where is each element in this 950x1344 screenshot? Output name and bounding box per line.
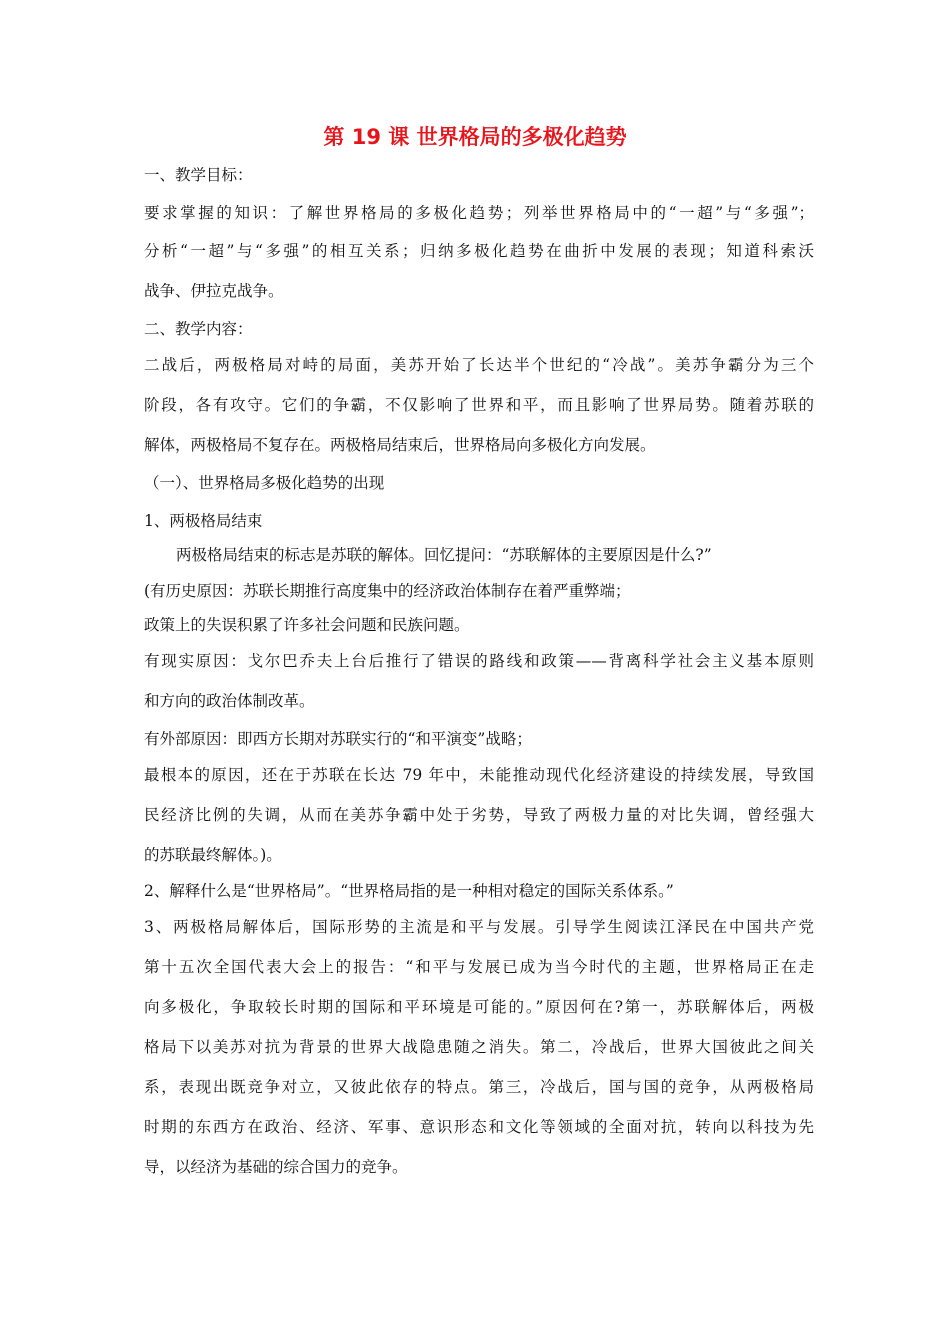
paragraph-line: (有历史原因：苏联长期推行高度集中的经济政治体制存在着严重弊端；	[144, 582, 631, 600]
subsection-heading: 1、两极格局结束	[144, 512, 263, 530]
paragraph-line: 民经济比例的失调，从而在美苏争霸中处于劣势，导致了两极力量的对比失调，曾经强大	[144, 806, 814, 824]
section-heading-content: 二、教学内容：	[144, 320, 253, 338]
subsection-heading: （一）、世界格局多极化趋势的出现	[144, 474, 385, 492]
paragraph-line: 时期的东西方在政治、经济、军事、意识形态和文化等领域的全面对抗，转向以科技为先	[144, 1118, 814, 1136]
paragraph-line: 阶段，各有攻守。它们的争霸，不仅影响了世界和平，而且影响了世界局势。随着苏联的	[144, 396, 814, 414]
paragraph-line: 最根本的原因，还在于苏联在长达 79 年中，未能推动现代化经济建设的持续发展，导致国	[144, 766, 814, 784]
paragraph-line: 和方向的政治体制改革。	[144, 692, 315, 710]
paragraph-line: 导，以经济为基础的综合国力的竞争。	[144, 1158, 408, 1176]
paragraph-line: 两极格局结束的标志是苏联的解体。回忆提问：“苏联解体的主要原因是什么?”	[176, 546, 712, 564]
paragraph-line: 2、解释什么是“世界格局”。“世界格局指的是一种相对稳定的国际关系体系。”	[144, 882, 674, 900]
paragraph-line: 系，表现出既竞争对立，又彼此依存的特点。第三，冷战后，国与国的竞争，从两极格局	[144, 1078, 814, 1096]
paragraph-line: 有外部原因：即西方长期对苏联实行的“和平演变”战略；	[144, 730, 532, 748]
paragraph-line: 格局下以美苏对抗为背景的世界大战隐患随之消失。第二，冷战后，世界大国彼此之间关	[144, 1038, 814, 1056]
paragraph-line: 第十五次全国代表大会上的报告：“和平与发展已成为当今时代的主题，世界格局正在走	[144, 958, 814, 976]
paragraph-line: 有现实原因：戈尔巴乔夫上台后推行了错误的路线和政策——背离科学社会主义基本原则	[144, 652, 814, 670]
paragraph-line: 的苏联最终解体。)。	[144, 846, 282, 864]
paragraph-line: 3、两极格局解体后，国际形势的主流是和平与发展。引导学生阅读江泽民在中国共产党	[144, 918, 814, 936]
paragraph-line: 战争、伊拉克战争。	[144, 282, 284, 300]
paragraph-line: 二战后，两极格局对峙的局面，美苏开始了长达半个世纪的“冷战”。美苏争霸分为三个	[144, 356, 814, 374]
paragraph-line: 要求掌握的知识：了解世界格局的多极化趋势；列举世界格局中的“一超”与“多强”；	[144, 204, 814, 222]
paragraph-line: 解体，两极格局不复存在。两极格局结束后，世界格局向多极化方向发展。	[144, 436, 656, 454]
paragraph-line: 向多极化，争取较长时期的国际和平环境是可能的。”原因何在?第一，苏联解体后，两极	[144, 998, 814, 1016]
paragraph-line: 分析“一超”与“多强”的相互关系；归纳多极化趋势在曲折中发展的表现；知道科索沃	[144, 242, 814, 260]
paragraph-line: 政策上的失误积累了许多社会问题和民族问题。	[144, 616, 470, 634]
page-title: 第 19 课 世界格局的多极化趋势	[323, 125, 627, 149]
section-heading-objectives: 一、教学目标：	[144, 166, 253, 184]
